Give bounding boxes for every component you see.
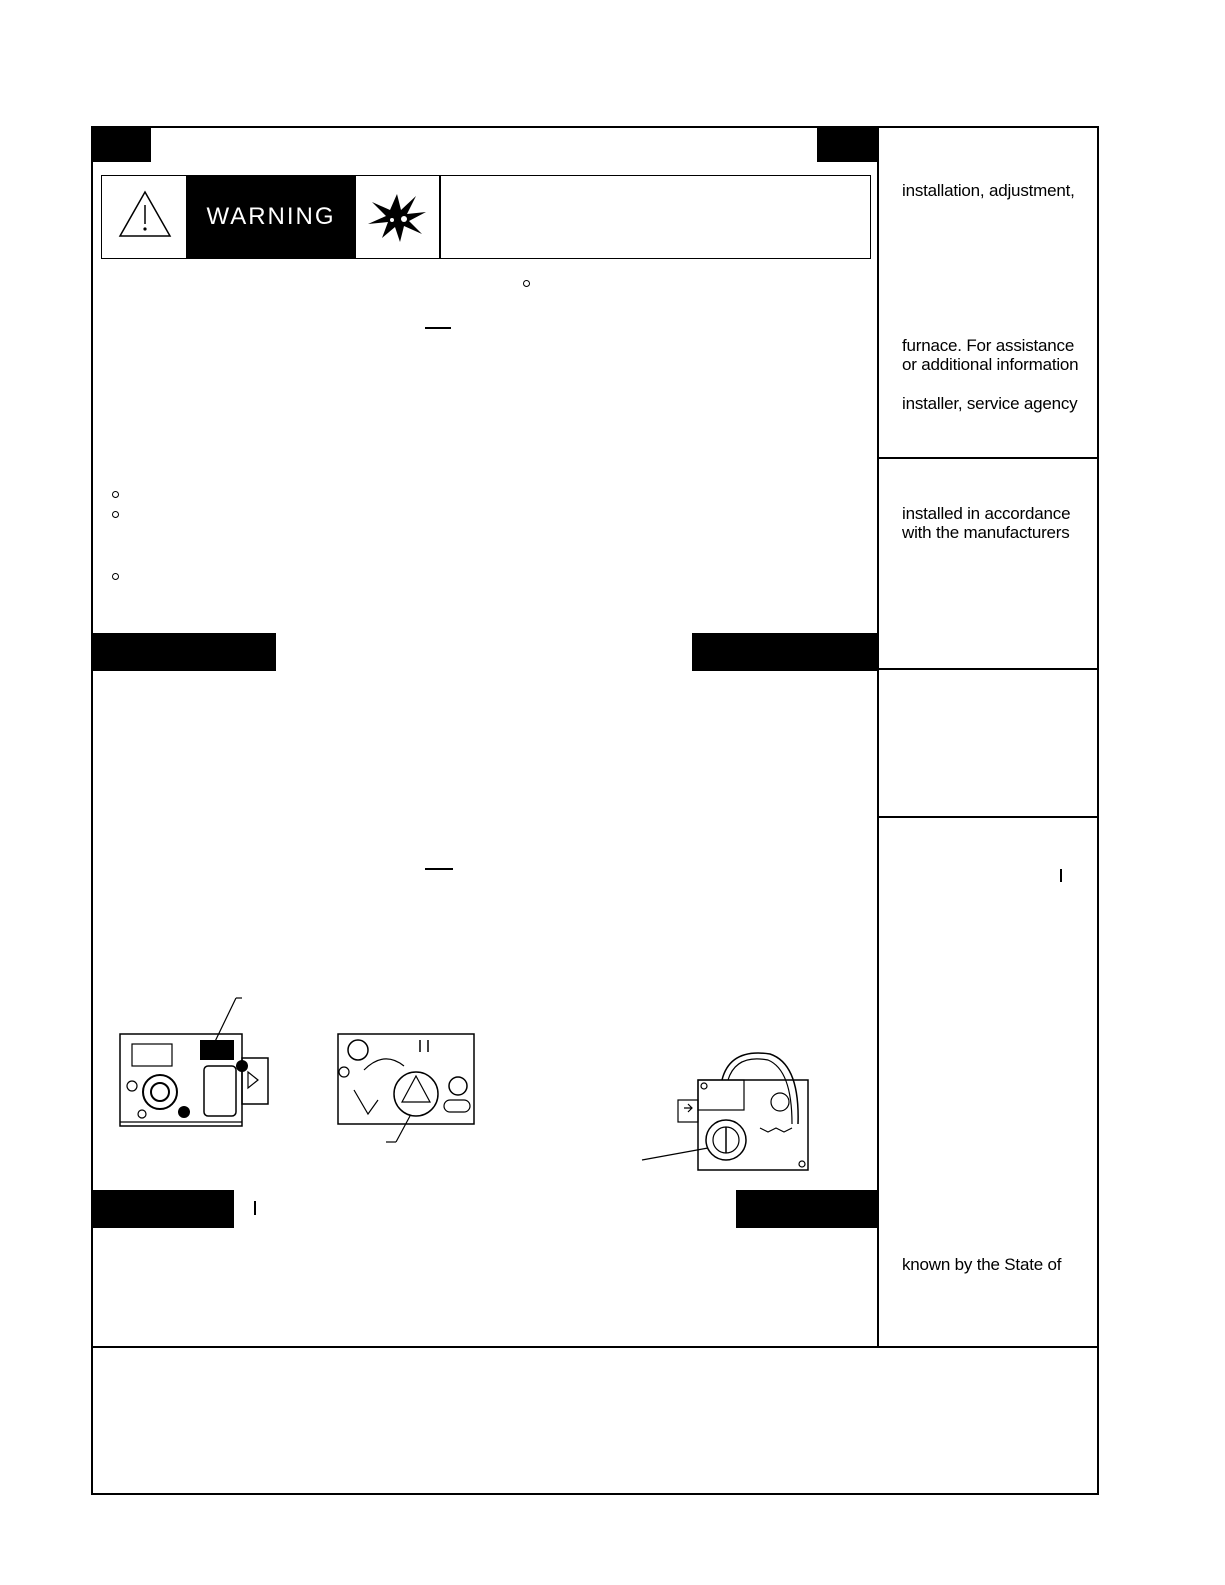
sidebar-tick <box>1060 869 1062 882</box>
section-3-header-right <box>736 1190 878 1228</box>
section-2-header-right <box>692 633 878 671</box>
underline-mark-2 <box>425 868 453 870</box>
underline-mark-1 <box>425 327 451 329</box>
explosion-icon <box>364 190 430 244</box>
degree-mark <box>523 280 530 287</box>
list-bullet-2 <box>112 511 119 518</box>
list-bullet-3 <box>112 573 119 580</box>
gas-valve-knob-icon <box>334 1030 480 1150</box>
footer-separator <box>91 1346 1099 1348</box>
column-divider <box>877 126 879 1348</box>
sidebar-line-5: installed in accordance <box>902 504 1071 523</box>
sidebar-line-3: or additional information <box>902 355 1079 374</box>
gas-valve-icon <box>112 996 280 1136</box>
section-1-header-right <box>817 126 878 162</box>
page-frame <box>91 126 1099 1495</box>
list-bullet-1 <box>112 491 119 498</box>
warning-divider-3 <box>439 175 441 259</box>
sidebar-line-6: with the manufacturers <box>902 523 1070 542</box>
section-3-header-tick <box>254 1201 256 1215</box>
sidebar-separator-1 <box>877 457 1099 459</box>
sidebar-separator-2 <box>877 668 1099 670</box>
warning-label: WARNING <box>188 175 354 259</box>
section-1-header-left <box>91 126 151 162</box>
caution-triangle-icon <box>116 188 174 240</box>
warning-divider-2 <box>354 175 356 259</box>
sidebar-line-7: known by the State of <box>902 1255 1062 1274</box>
gas-valve-wired-icon <box>640 1044 816 1176</box>
section-2-header-left <box>91 633 276 671</box>
sidebar-line-4: installer, service agency <box>902 394 1078 413</box>
section-3-header-left <box>91 1190 234 1228</box>
sidebar-line-1: installation, adjustment, <box>902 181 1075 200</box>
sidebar-line-2: furnace. For assistance <box>902 336 1075 355</box>
sidebar-separator-3 <box>877 816 1099 818</box>
